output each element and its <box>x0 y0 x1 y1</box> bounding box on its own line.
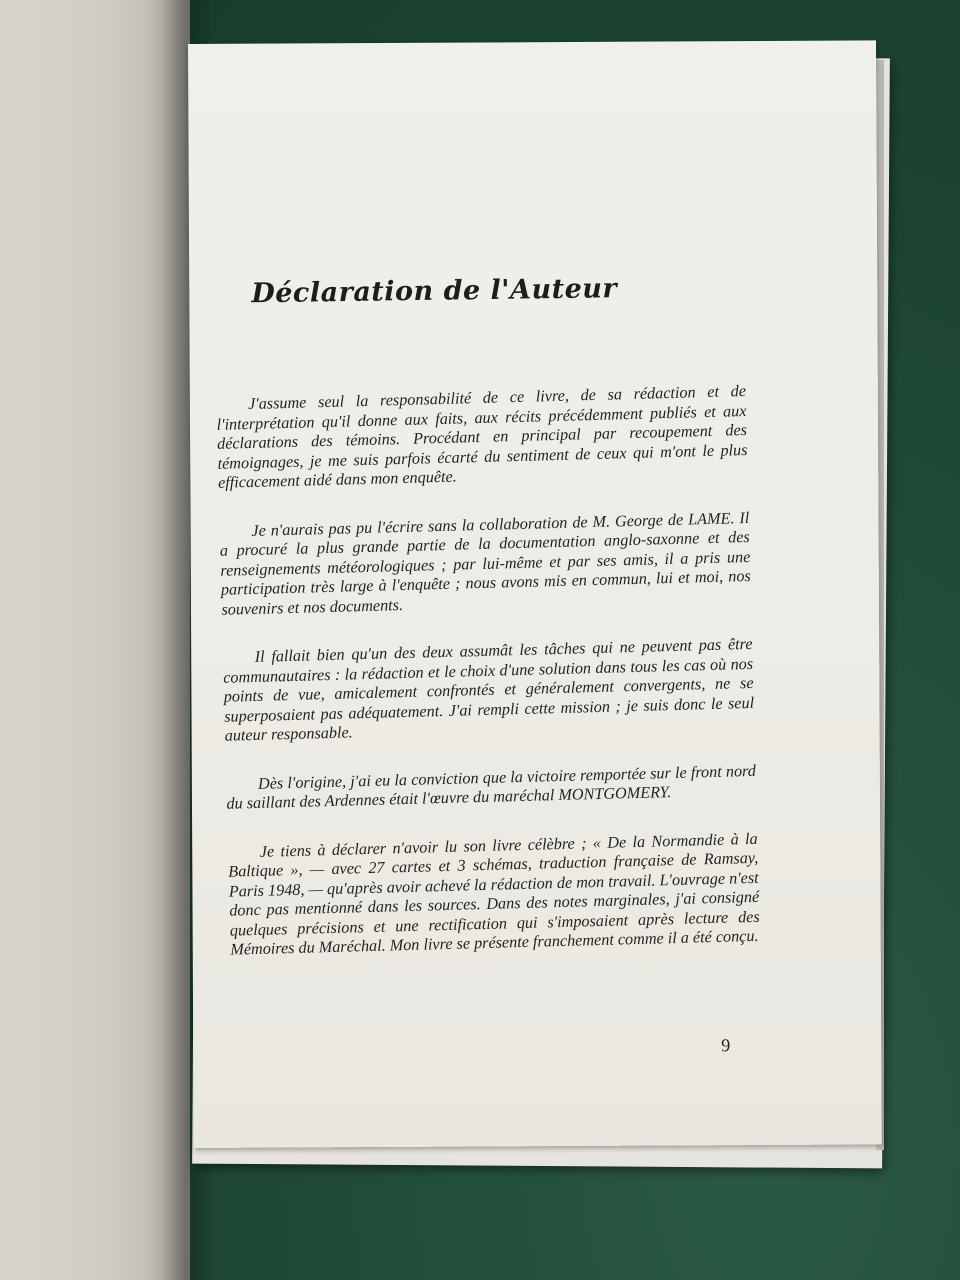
page-title: Déclaration de l'Auteur <box>251 273 618 310</box>
paragraph-2: Je n'aurais pas pu l'écrire sans la collaboration de M. George de LAME. Il a procuré la plus grande partie de la documentation anglo-saxonne et des renseignements météorologiques ; par lui-même et par ses amis, il a pris une participation très large à l'enquête ; nous avons mis en commun, lui et moi, nos souvenirs et nos documents. <box>219 508 751 619</box>
body-text <box>216 382 761 989</box>
paragraph-3: Il fallait bien qu'un des deux assumât les tâches qui ne peuvent pas être communautaires : la rédaction et le choix d'une solution dans tous les cas où nos points de vue, amicalement confrontés et généralement convergents, ne se superposaient pas adéquatement. J'ai rempli cette mission ; je suis donc le seul auteur responsable. <box>222 634 755 745</box>
book-page <box>188 40 882 1148</box>
paragraph-4: Dès l'origine, j'ai eu la conviction que la victoire remportée sur le front nord du saillant des Ardennes était l'œuvre du maréchal MONTGOMERY. <box>226 761 757 813</box>
page-number: 9 <box>721 1035 731 1056</box>
paragraph-5: Je tiens à déclarer n'avoir lu son livre célèbre ; « De la Normandie à la Baltique », — avec 27 cartes et 3 schémas, traduction française de Ramsay, Paris 1948, — qu'après avoir achevé la rédaction de mon travail. L'ouvrage n'est donc pas mentionné dans les sources. Dans des notes marginales, j'ai consigné quelques précisions et une rectification qui s'imposaient après lecture des Mémoires du Maréchal. Mon livre se présente franchement comme il a été conçu. <box>228 829 760 959</box>
paragraph-1: J'assume seul la responsabilité de ce livre, de sa rédaction et de l'interprétation qu'il donne aux faits, aux récits précédemment publiés et aux déclarations des témoins. Procédant en principal par recoupement des témoignages, je me suis parfois écarté du sentiment de ceux qui m'ont le plus efficacement aidé dans mon enquête. <box>216 381 748 492</box>
